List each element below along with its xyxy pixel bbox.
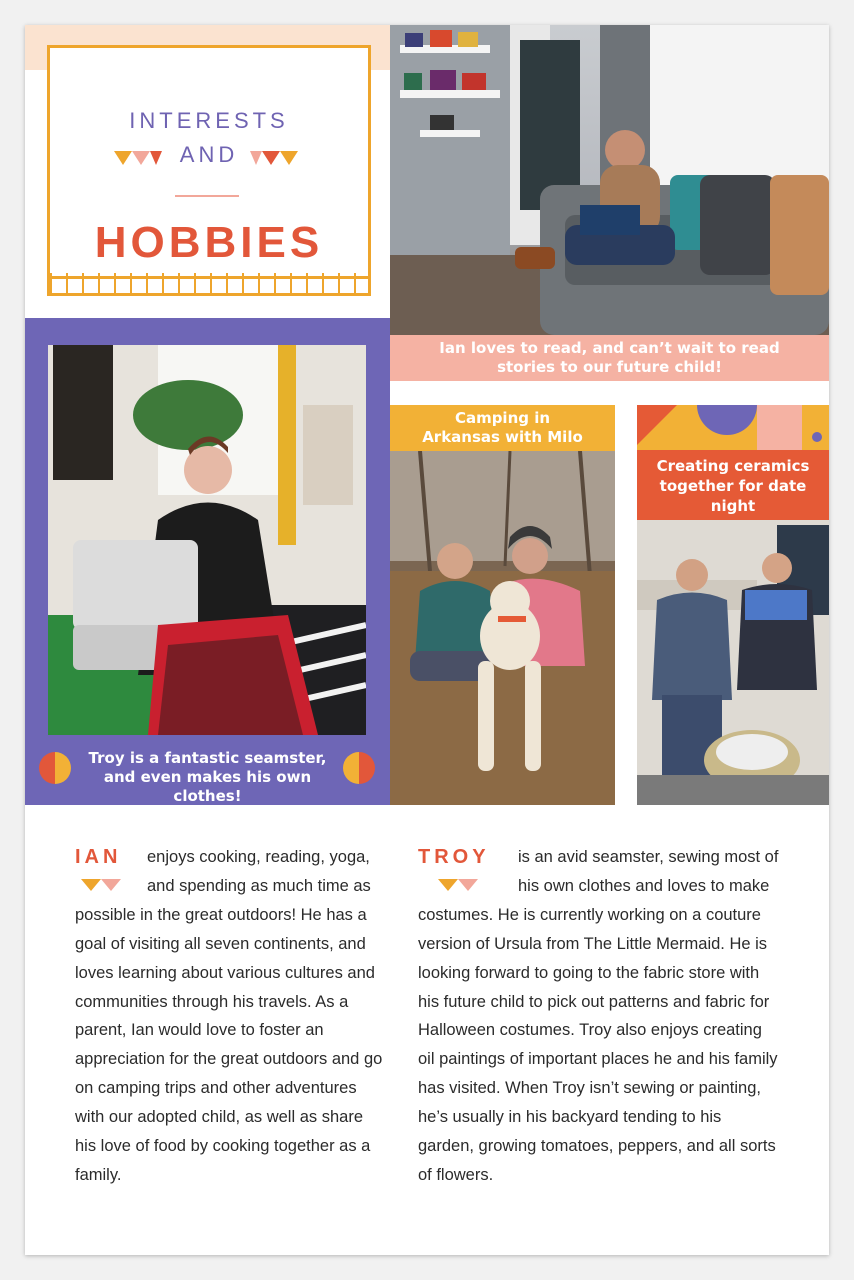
troy-name: TROY [418, 846, 490, 868]
title-block [25, 25, 390, 318]
triangle-decoration-right [250, 151, 298, 165]
title-divider [175, 195, 239, 197]
sewing-caption-text: Troy is a fantastic seamster, and even makes his own clothes! [88, 749, 327, 805]
troy-bio-text: is an avid seamster, sewing most of his own clothes and loves to make costumes. He is currently working on a couture version of Ursula from The Little Mermaid. He is looking forward to going to the fabric store with his future child to pick out patterns and fabric for Halloween costumes. Troy also enjoys creating oil paintings of important places he and his family has visited. When Troy isn’t sewing or painting, he’s usually in his backyard tending to his garden, growing tomatoes, peppers, and all sorts of flowers. [418, 848, 779, 1184]
title-interests: INTERESTS [129, 108, 289, 133]
reading-photo-illustration [390, 25, 829, 335]
reading-caption-text: Ian loves to read, and can’t wait to read stories to our future child! [439, 339, 780, 376]
camping-caption-text: Camping in Arkansas with Milo [422, 409, 583, 446]
ceramics-photo-illustration [637, 520, 829, 805]
ceramics-caption [637, 450, 829, 520]
geometric-shapes-decoration [637, 405, 829, 450]
sewing-caption [25, 743, 390, 805]
ruler-decoration [47, 273, 371, 296]
troy-name-block [418, 843, 518, 899]
title-and: AND [179, 142, 239, 167]
camping-caption [390, 405, 615, 451]
ian-bio [75, 843, 385, 1190]
troy-bio [418, 843, 780, 1190]
ceramics-top-decoration [637, 405, 829, 450]
camping-photo-illustration [390, 451, 615, 805]
brochure-page [25, 25, 829, 1255]
sewing-photo-illustration [48, 345, 366, 735]
ian-name: IAN [75, 846, 122, 868]
reading-photo [390, 25, 829, 335]
triangle-decoration [438, 879, 478, 891]
ian-bio-text: enjoys cooking, reading, yoga, and spending as much time as possible in the great outdoors! He has a goal of visiting all seven continents, and loves learning about various cultures and communities through his travels. As a parent, Ian would love to foster an appreciation for the great outdoors and go on camping trips and other adventures with our adopted child, as well as share his love of food by cooking together as a family. [75, 848, 383, 1184]
title-hobbies: HOBBIES [94, 218, 324, 267]
ian-name-block [75, 843, 147, 899]
ceramics-caption-text: Creating ceramics together for date night [656, 457, 810, 515]
camping-photo [390, 451, 615, 805]
semicircle-decoration-right [343, 752, 375, 784]
reading-caption [390, 335, 829, 381]
title-frame [47, 45, 371, 279]
sewing-photo [48, 345, 366, 735]
ceramics-photo [637, 520, 829, 805]
triangle-decoration [81, 879, 121, 891]
